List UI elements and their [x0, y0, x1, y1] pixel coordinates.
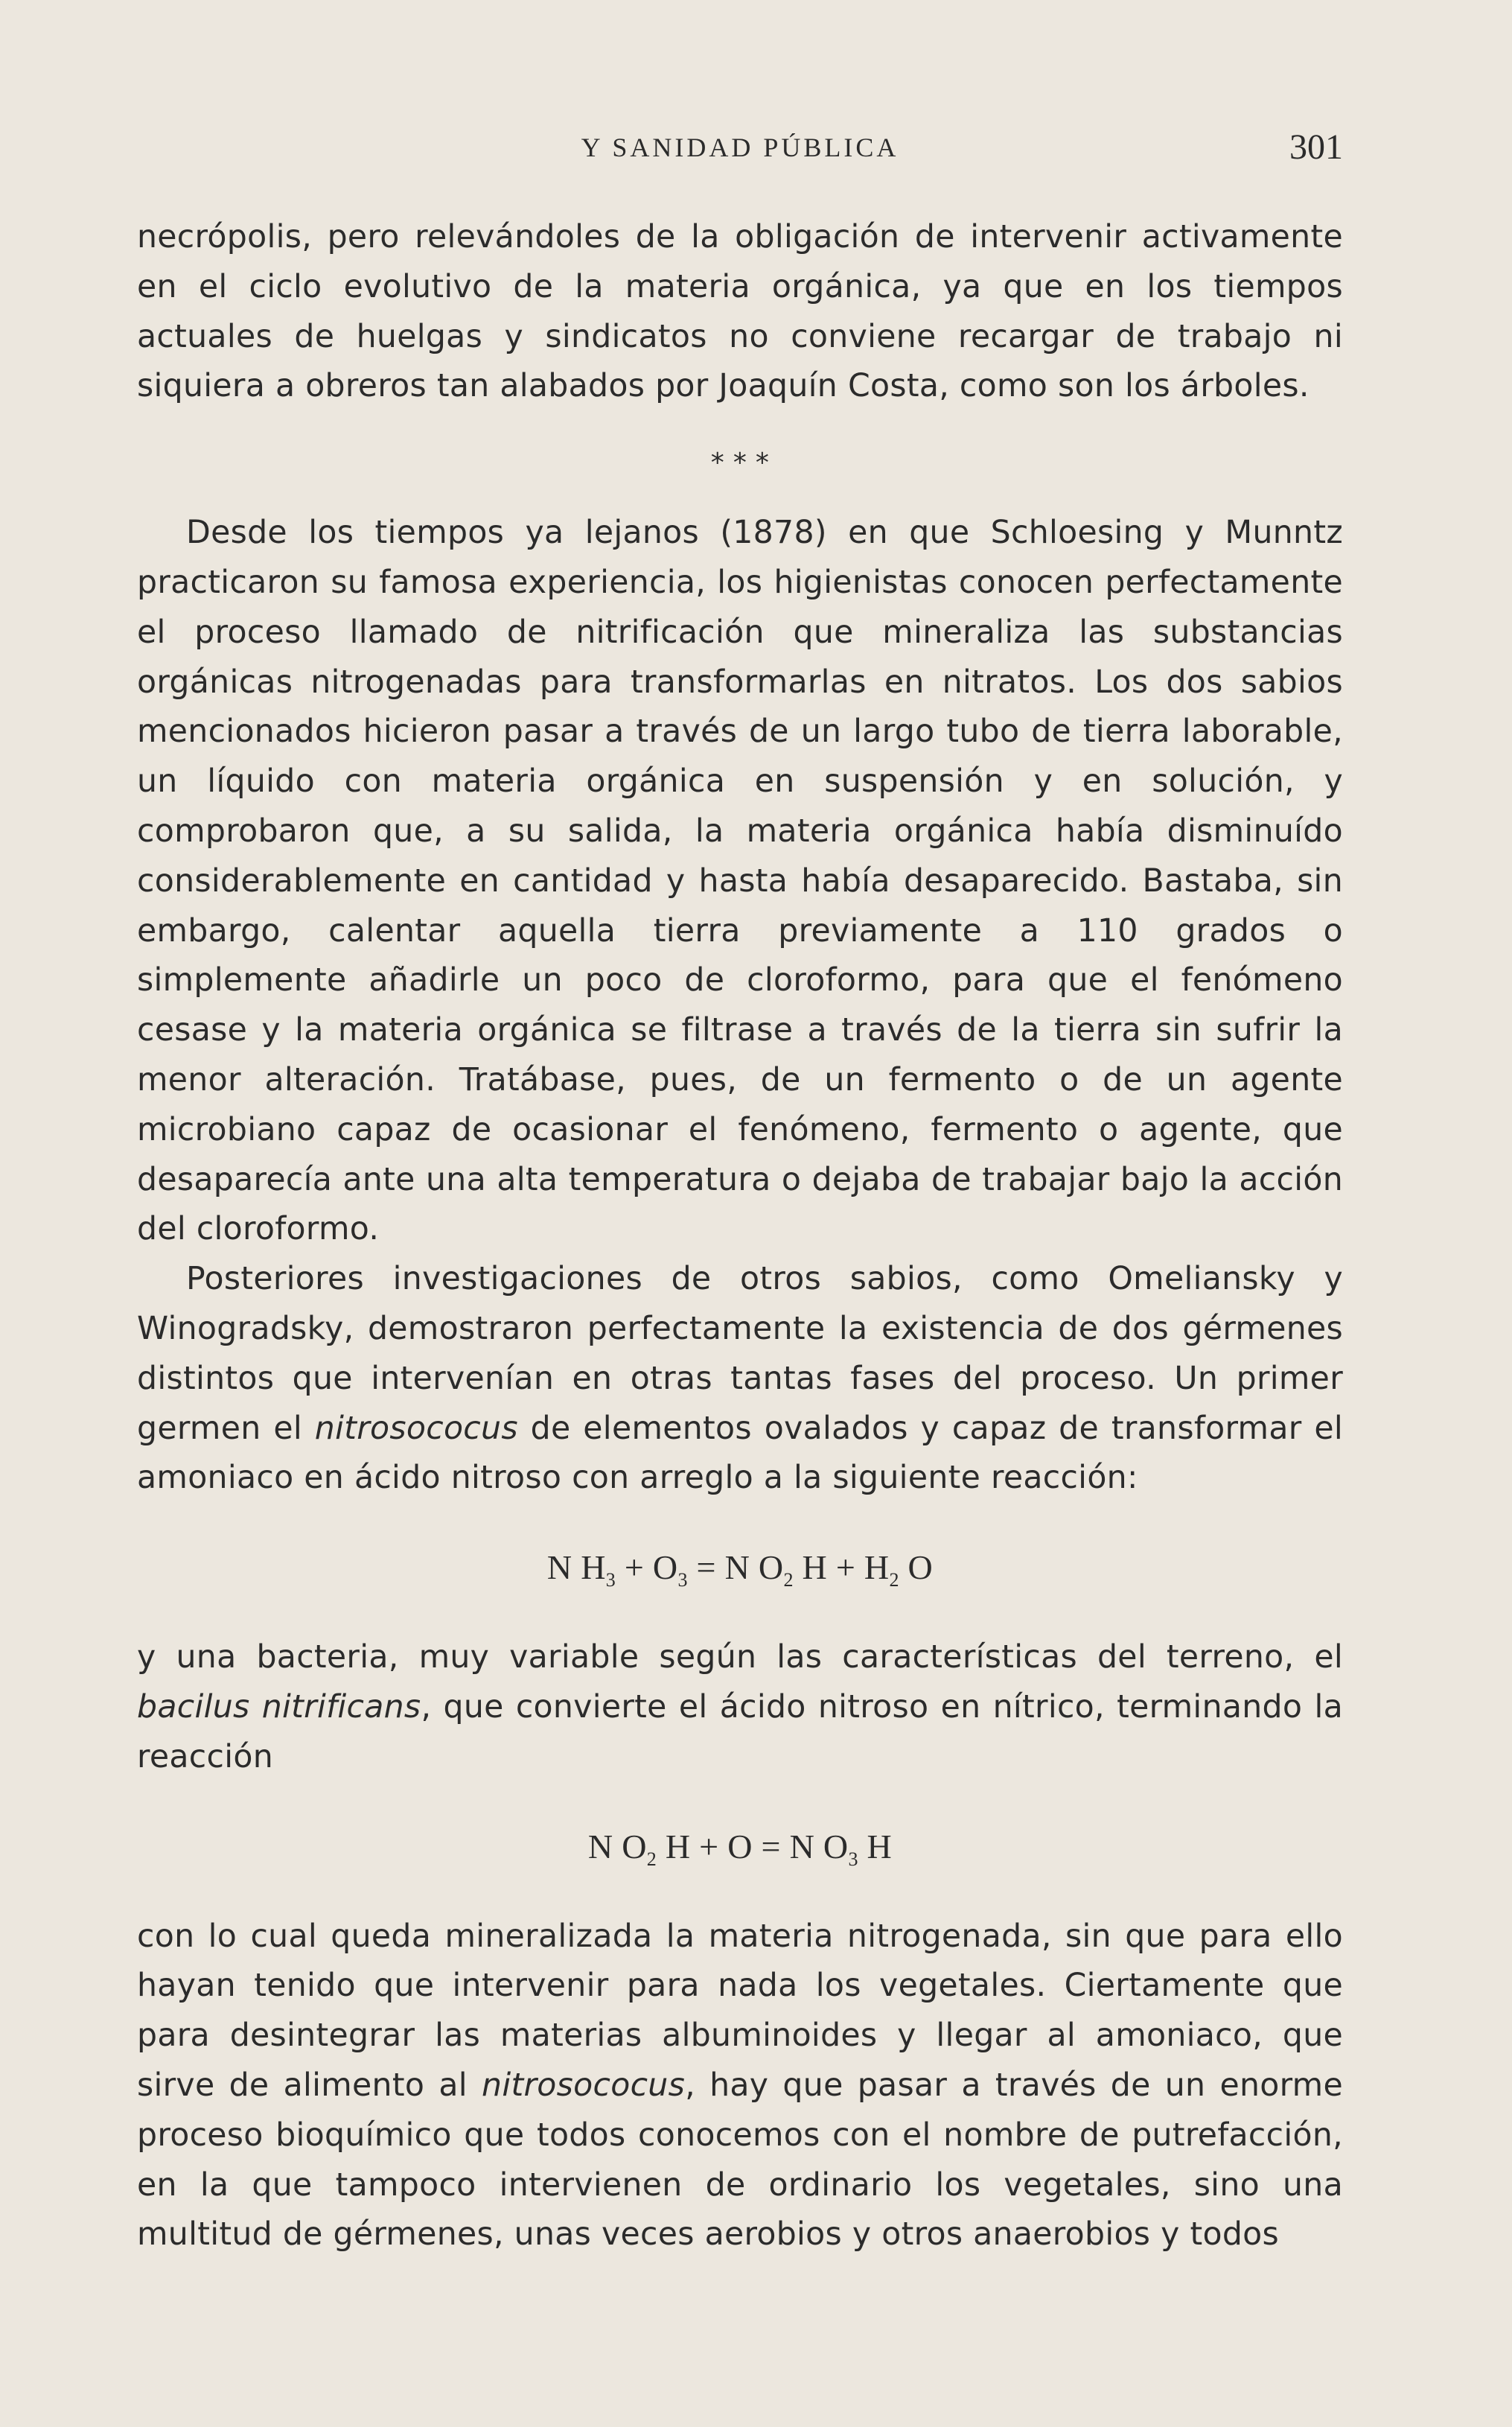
- running-title: Y SANIDAD PÚBLICA: [581, 133, 899, 162]
- term-nitrosococus: nitrosococus: [314, 1409, 518, 1447]
- formula-nitrosation: N $H_3 + O_3 = N$ $O_2$ $H + H_2$ O: [546, 1548, 934, 1591]
- paragraph-4: [137, 1632, 1343, 1781]
- body-text: [137, 212, 1343, 2259]
- formula-nitration: N $O_2$ H + O = N $O_3$ H: [587, 1827, 893, 1870]
- paragraph-3-text-a: Posteriores investigaciones de otros sabios, como Omeliansky y Winogradsky, demostraron perfectamente la existencia de dos gérmenes distintos que intervenían en otras tantas fases del proceso. Un primer germen el: [137, 1260, 1343, 1447]
- term-bacilus-nitrificans: bacilus nitrificans: [137, 1688, 421, 1725]
- paragraph-3-text-b: de elementos ovalados y capaz de transformar el amoniaco en ácido nitroso con arreglo a la siguiente reacción:: [137, 1409, 1343, 1497]
- paragraph-4-text-b: , que convierte el ácido nitroso en nítrico, terminando la reacción: [137, 1688, 1343, 1775]
- paragraph-5: [137, 1912, 1343, 2260]
- paragraph-2: Desde los tiempos ya lejanos (1878) en que Schloesing y Munntz practicaron su famosa experiencia, los higienistas conocen perfectamente el proceso llamado de nitrificación que mineraliza las substancias orgánicas nitrogenadas para transformarlas en nitratos. Los dos sabios mencionados hicieron pasar a través de un largo tubo de tierra laborable, un líquido con materia orgánica en suspensión y en solución, y comprobaron que, a su salida, la materia orgánica había disminuído considerablemente en cantidad y hasta había desaparecido. Bastaba, sin embargo, calentar aquella tierra previamente a 110 grados o simplemente añadirle un poco de cloroformo, para que el fenómeno cesase y la materia orgánica se filtrase a través de la tierra sin sufrir la menor alteración. Tratábase, pues, de un fermento o de un agente microbiano capaz de ocasionar el fenómeno, fermento o agente, que desaparecía ante una alta temperatura o dejaba de trabajar bajo la acción del cloroformo.: [137, 514, 1343, 1248]
- paragraph-5-text-b: , hay que pasar a través de un enorme proceso bioquímico que todos conocemos con el nombre de putrefacción, en la que tampoco intervienen de ordinario los vegetales, sino una multitud de gérmenes, unas veces aerobios y otros anaerobios y todos: [137, 2066, 1343, 2253]
- paragraph-3: [137, 1254, 1343, 1503]
- page-header: [137, 125, 1343, 170]
- page-number: 301: [1289, 127, 1343, 167]
- term-nitrosococus-2: nitrosococus: [482, 2066, 686, 2104]
- section-separator: * * *: [710, 448, 770, 479]
- paragraph-1: necrópolis, pero relevándoles de la obligación de intervenir activamente en el ciclo evolutivo de la materia orgánica, ya que en los tiempos actuales de huelgas y sindicatos no conviene recargar de trabajo ni siquiera a obreros tan alabados por Joaquín Costa, como son los árboles.: [137, 218, 1343, 405]
- paragraph-5-text-a: con lo cual queda mineralizada la materia nitrogenada, sin que para ello hayan tenido que intervenir para nada los vegetales. Ciertamente que para desintegrar las materias albuminoides y llegar al amoniaco, que sirve de alimento al: [137, 1917, 1343, 2104]
- paragraph-4-text-a: y una bacteria, muy variable según las características del terreno, el: [137, 1638, 1343, 1676]
